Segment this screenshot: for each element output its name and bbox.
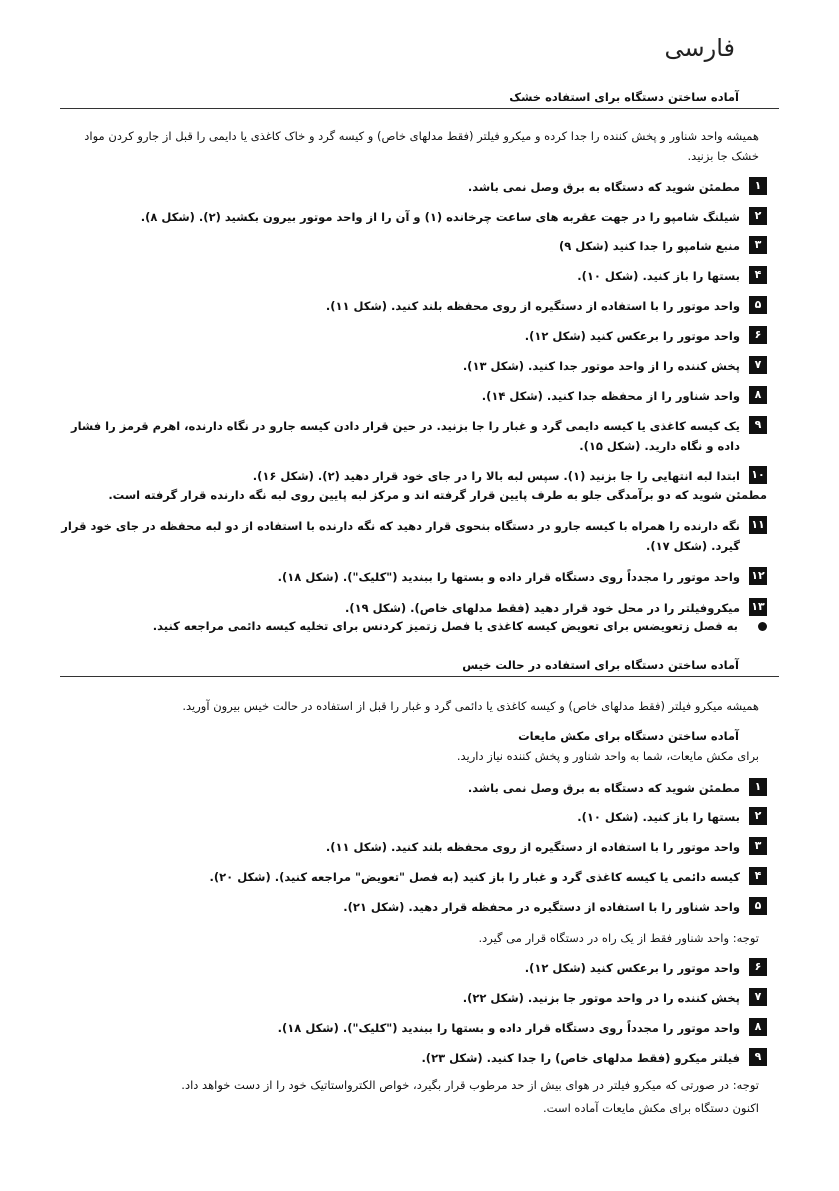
step-text: نگه دارنده را همراه با کیسه جارو در دستگاه بنحوی قرار دهید که نگه دارنده با استفاده از دو لبه محفظه در جای خود قرار گیرد. (شکل ۱۷).	[61, 519, 740, 553]
step-text: یک کیسه کاغذی یا کیسه دایمی گرد و غبار را جا بزنید. در حین قرار دادن کیسه جارو در نگاه دارنده، اهرم قرمز را فشار داده و نگاه دارید. (شکل ۱۵).	[70, 419, 740, 453]
step-number-badge: ۳	[749, 837, 767, 855]
step-text: واحد موتور را مجدداً روی دستگاه قرار داده و بستها را ببندید ("کلیک"). (شکل ۱۸).	[277, 1021, 740, 1035]
step-number-badge: ۶	[749, 326, 767, 344]
step-subnote: مطمئن شوید که دو برآمدگی جلو به طرف پایین قرار گرفته اند و مرکز لبه پایین روی لبه نگه دارنده قرار گرفته است.	[108, 488, 767, 502]
step-number-badge: ۷	[749, 356, 767, 374]
step-number-badge: ۷	[749, 988, 767, 1006]
sub-intro: برای مکش مایعات، شما به واحد شناور و پخش کننده نیاز دارید.	[456, 749, 759, 763]
step-text: ابتدا لبه انتهایی را جا بزنید (۱). سپس لبه بالا را در جای خود قرار دهید (۲). (شکل ۱۶).	[252, 469, 740, 483]
step-text: پخش کننده را از واحد موتور جدا کنید. (شکل ۱۳).	[462, 359, 740, 373]
step-item	[60, 567, 767, 587]
step-item	[60, 867, 767, 887]
section-heading-dry: آماده ساختن دستگاه برای استفاده خشک	[509, 90, 739, 104]
step-item	[60, 356, 767, 376]
step-number-badge: ۱	[749, 177, 767, 195]
step-item	[60, 516, 767, 556]
section-divider	[60, 676, 779, 677]
intro-paragraph-wet: همیشه میکرو فیلتر (فقط مدلهای خاص) و کیسه کاغذی یا دائمی گرد و غبار را قبل از استفاده در حالت خیس بیرون آورید.	[182, 699, 759, 713]
note-float-orientation: توجه: واحد شناور فقط از یک راه در دستگاه قرار می گیرد.	[478, 931, 759, 945]
step-text: واحد موتور را برعکس کنید (شکل ۱۲).	[524, 961, 740, 975]
sub-heading-liquids: آماده ساختن دستگاه برای مکش مایعات	[518, 729, 739, 743]
step-item	[60, 958, 767, 978]
page-title: فارسی	[664, 34, 735, 62]
step-item	[60, 897, 767, 917]
section-heading-wet: آماده ساختن دستگاه برای استفاده در حالت خیس	[462, 658, 739, 672]
step-text: واحد موتور را برعکس کنید (شکل ۱۲).	[524, 329, 740, 343]
step-number-badge: ۵	[749, 296, 767, 314]
step-number-badge: ۲	[749, 807, 767, 825]
step-text: مطمئن شوید که دستگاه به برق وصل نمی باشد.	[467, 781, 740, 795]
step-text: واحد شناور را با استفاده از دستگیره در محفظه قرار دهید. (شکل ۲۱).	[343, 900, 740, 914]
section-divider	[60, 108, 779, 109]
step-text: واحد شناور را از محفظه جدا کنید. (شکل ۱۴).	[481, 389, 740, 403]
step-text: واحد موتور را با استفاده از دستگیره از روی محفظه بلند کنید. (شکل ۱۱).	[325, 299, 740, 313]
step-number-badge: ۴	[749, 266, 767, 284]
step-item	[60, 1018, 767, 1038]
step-content	[253, 466, 740, 486]
step-number-badge: ۳	[749, 236, 767, 254]
step-item	[60, 466, 767, 486]
step-number-badge: ۸	[749, 386, 767, 404]
step-number-badge: ۱۱	[749, 516, 767, 534]
closing-line: اکنون دستگاه برای مکش مایعات آماده است.	[542, 1101, 759, 1115]
step-number-badge: ۱۰	[749, 466, 767, 484]
step-item	[60, 326, 767, 346]
step-number-badge: ۲	[749, 207, 767, 225]
step-item	[60, 1048, 767, 1068]
step-item	[60, 177, 767, 197]
intro-paragraph-dry: همیشه واحد شناور و پخش کننده را جدا کرده و میکرو فیلتر (فقط مدلهای خاص) و کیسه گرد و خاک کاغذی یا دایمی را قبل از جارو کردن مواد خشک جا بزنید.	[84, 129, 759, 163]
step-number-badge: ۹	[749, 1048, 767, 1066]
step-item	[60, 296, 767, 316]
step-number-badge: ۹	[749, 416, 767, 434]
bullet-icon	[758, 622, 767, 631]
step-text: منبع شامپو را جدا کنید (شکل ۹)	[558, 239, 740, 253]
step-text: کیسه دائمی یا کیسه کاغذی گرد و غبار را باز کنید (به فصل "تعویض" مراجعه کنید). (شکل ۲۰).	[209, 870, 740, 884]
step-number-badge: ۴	[749, 867, 767, 885]
step-item	[60, 266, 767, 286]
step-item	[60, 837, 767, 857]
step-item	[60, 598, 767, 618]
step-text: پخش کننده را در واحد موتور جا بزنید. (شکل ۲۲).	[462, 991, 740, 1005]
step-text: بستها را باز کنید. (شکل ۱۰).	[577, 810, 740, 824]
step-number-badge: ۱۲	[749, 567, 767, 585]
step-text: واحد موتور را مجدداً روی دستگاه قرار داده و بستها را ببندید ("کلیک"). (شکل ۱۸).	[277, 570, 740, 584]
bullet-text: به فصل زتعویضس برای تعویض کیسه کاغذی یا فصل زتمیز کردنس برای تخلیه کیسه دائمی مراجعه کنید.	[152, 619, 738, 633]
step-item	[60, 207, 767, 227]
step-text: شیلنگ شامپو را در جهت عقربه های ساعت چرخانده (۱) و آن را از واحد موتور بیرون بکشید (۲). (شکل ۸).	[140, 210, 740, 224]
step-text: واحد موتور را با استفاده از دستگیره از روی محفظه بلند کنید. (شکل ۱۱).	[325, 840, 740, 854]
step-item	[60, 988, 767, 1008]
note-microfilter-humidity: توجه: در صورتی که میکرو فیلتر در هوای بیش از حد مرطوب قرار بگیرد، خواص الکترواستاتیک خود را از دست خواهد داد.	[181, 1078, 759, 1092]
step-text: فیلتر میکرو (فقط مدلهای خاص) را جدا کنید. (شکل ۲۳).	[421, 1051, 740, 1065]
step-item	[60, 236, 767, 256]
step-number-badge: ۵	[749, 897, 767, 915]
step-number-badge: ۸	[749, 1018, 767, 1036]
step-text: بستها را باز کنید. (شکل ۱۰).	[577, 269, 740, 283]
step-item	[60, 807, 767, 827]
step-text: میکروفیلتر را در محل خود قرار دهید (فقط مدلهای خاص). (شکل ۱۹).	[344, 601, 740, 615]
step-item	[60, 416, 767, 456]
step-item	[60, 386, 767, 406]
step-number-badge: ۶	[749, 958, 767, 976]
step-text: مطمئن شوید که دستگاه به برق وصل نمی باشد.	[467, 180, 740, 194]
step-item	[60, 778, 767, 798]
bullet-note	[60, 619, 767, 633]
step-number-badge: ۱۳	[749, 598, 767, 616]
step-number-badge: ۱	[749, 778, 767, 796]
